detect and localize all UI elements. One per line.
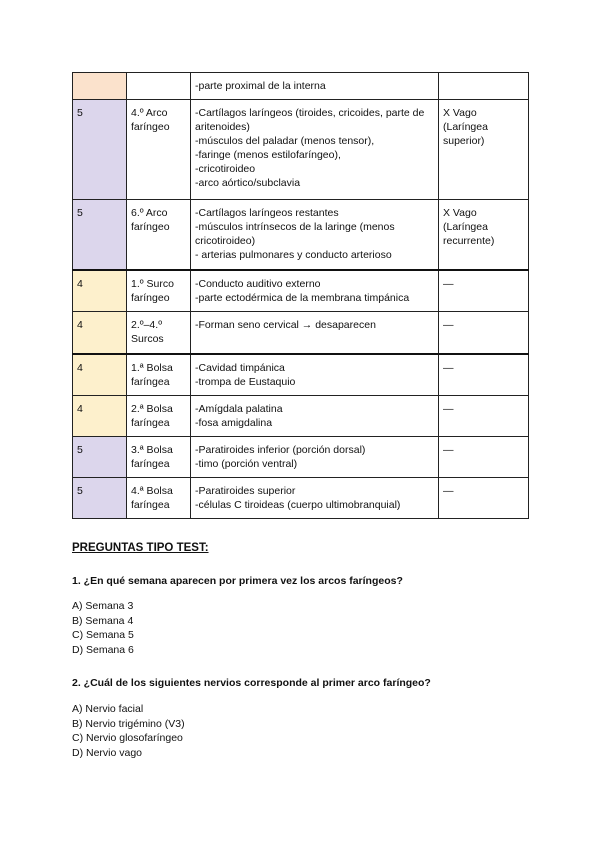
- nerve-cell: —: [439, 354, 529, 396]
- derivative-line: -músculos del paladar (menos tensor),: [195, 135, 375, 147]
- derivatives-cell: [191, 436, 439, 477]
- structure-cell: 2.º–4.º Surcos: [127, 312, 191, 354]
- table-row: [73, 477, 529, 518]
- table-row: [73, 100, 529, 200]
- stage-cell: 4: [73, 354, 127, 396]
- derivative-line: -Cartílagos laríngeos (tiroides, cricoides, parte de aritenoides): [195, 107, 425, 133]
- derivatives-cell: [191, 395, 439, 436]
- nerve-cell: X Vago (Laríngea recurrente): [439, 200, 529, 270]
- derivatives-cell: [191, 312, 439, 354]
- nerve-cell: —: [439, 436, 529, 477]
- nerve-cell: —: [439, 270, 529, 312]
- question-2-options: [72, 702, 185, 760]
- derivative-line: -fosa amigdalina: [195, 416, 273, 429]
- table-row: [73, 312, 529, 354]
- derivative-line: -parte ectodérmica de la membrana timpánica: [195, 291, 410, 304]
- derivative-line: -timo (porción ventral): [195, 457, 298, 470]
- derivatives-cell: [191, 200, 439, 270]
- derivative-line: - arterias pulmonares y conducto arterioso: [195, 249, 392, 261]
- stage-cell: 4: [73, 395, 127, 436]
- option: A) Nervio facial: [72, 703, 144, 715]
- structure-cell: 1.º Surco faríngeo: [127, 270, 191, 312]
- table-row: [73, 73, 529, 100]
- nerve-cell: —: [439, 477, 529, 518]
- structure-cell: [127, 73, 191, 100]
- nerve-cell: —: [439, 395, 529, 436]
- option: A) Semana 3: [72, 600, 134, 612]
- nerve-cell: X Vago (Laríngea superior): [439, 100, 529, 200]
- table-row: [73, 436, 529, 477]
- structure-cell: 1.ª Bolsa faríngea: [127, 354, 191, 396]
- stage-cell: 5: [73, 436, 127, 477]
- nerve-cell: [439, 73, 529, 100]
- derivative-line: -Paratiroides superior: [195, 484, 296, 497]
- question-1: 1. ¿En qué semana aparecen por primera vez los arcos faríngeos?: [72, 575, 403, 587]
- table-row: [73, 395, 529, 436]
- stage-cell: 5: [73, 100, 127, 200]
- derivative-line: -Cartílagos laríngeos restantes: [195, 207, 339, 219]
- derivatives-cell: [191, 270, 439, 312]
- structure-cell: 3.ª Bolsa faríngea: [127, 436, 191, 477]
- structure-cell: 4.ª Bolsa faríngea: [127, 477, 191, 518]
- derivative-line: -cricotiroideo: [195, 163, 256, 175]
- question-2: 2. ¿Cuál de los siguientes nervios corresponde al primer arco faríngeo?: [72, 677, 431, 689]
- option: C) Nervio glosofaríngeo: [72, 732, 183, 745]
- pharyngeal-apparatus-table: [72, 72, 529, 519]
- derivative-line: -Cavidad timpánica: [195, 361, 285, 374]
- test-heading: PREGUNTAS TIPO TEST:: [72, 542, 209, 554]
- stage-cell: [73, 73, 127, 100]
- derivative-line: -células C tiroideas (cuerpo ultimobranquial): [195, 498, 401, 511]
- derivative-line: -Amígdala palatina: [195, 402, 283, 415]
- stage-cell: 5: [73, 477, 127, 518]
- derivatives-cell: [191, 477, 439, 518]
- derivative-line: -faringe (menos estilofaríngeo),: [195, 149, 341, 161]
- derivative-line: -Paratiroides inferior (porción dorsal): [195, 443, 366, 456]
- derivative-line: -Conducto auditivo externo: [195, 277, 321, 290]
- stage-cell: 4: [73, 270, 127, 312]
- option: D) Nervio vago: [72, 746, 143, 759]
- table-row: [73, 200, 529, 270]
- structure-cell: 4.º Arco faríngeo: [127, 100, 191, 200]
- derivatives-cell: [191, 354, 439, 396]
- derivative-line: -parte proximal de la interna: [195, 80, 326, 92]
- option: B) Nervio trigémino (V3): [72, 717, 185, 730]
- option: B) Semana 4: [72, 614, 134, 627]
- option: D) Semana 6: [72, 643, 134, 656]
- table-row: [73, 270, 529, 312]
- option: C) Semana 5: [72, 629, 134, 642]
- structure-cell: 6.º Arco faríngeo: [127, 200, 191, 270]
- stage-cell: 5: [73, 200, 127, 270]
- derivatives-cell: [191, 73, 439, 100]
- derivatives-cell: [191, 100, 439, 200]
- derivative-line: -arco aórtico/subclavia: [195, 177, 301, 189]
- derivative-line: -músculos intrínsecos de la laringe (menos cricotiroideo): [195, 221, 395, 247]
- question-1-options: [72, 599, 134, 657]
- nerve-cell: —: [439, 312, 529, 354]
- structure-cell: 2.ª Bolsa faríngea: [127, 395, 191, 436]
- table-row: [73, 354, 529, 396]
- stage-cell: 4: [73, 312, 127, 354]
- derivative-line: -Forman seno cervical → desaparecen: [195, 319, 376, 331]
- derivative-line: -trompa de Eustaquio: [195, 375, 296, 388]
